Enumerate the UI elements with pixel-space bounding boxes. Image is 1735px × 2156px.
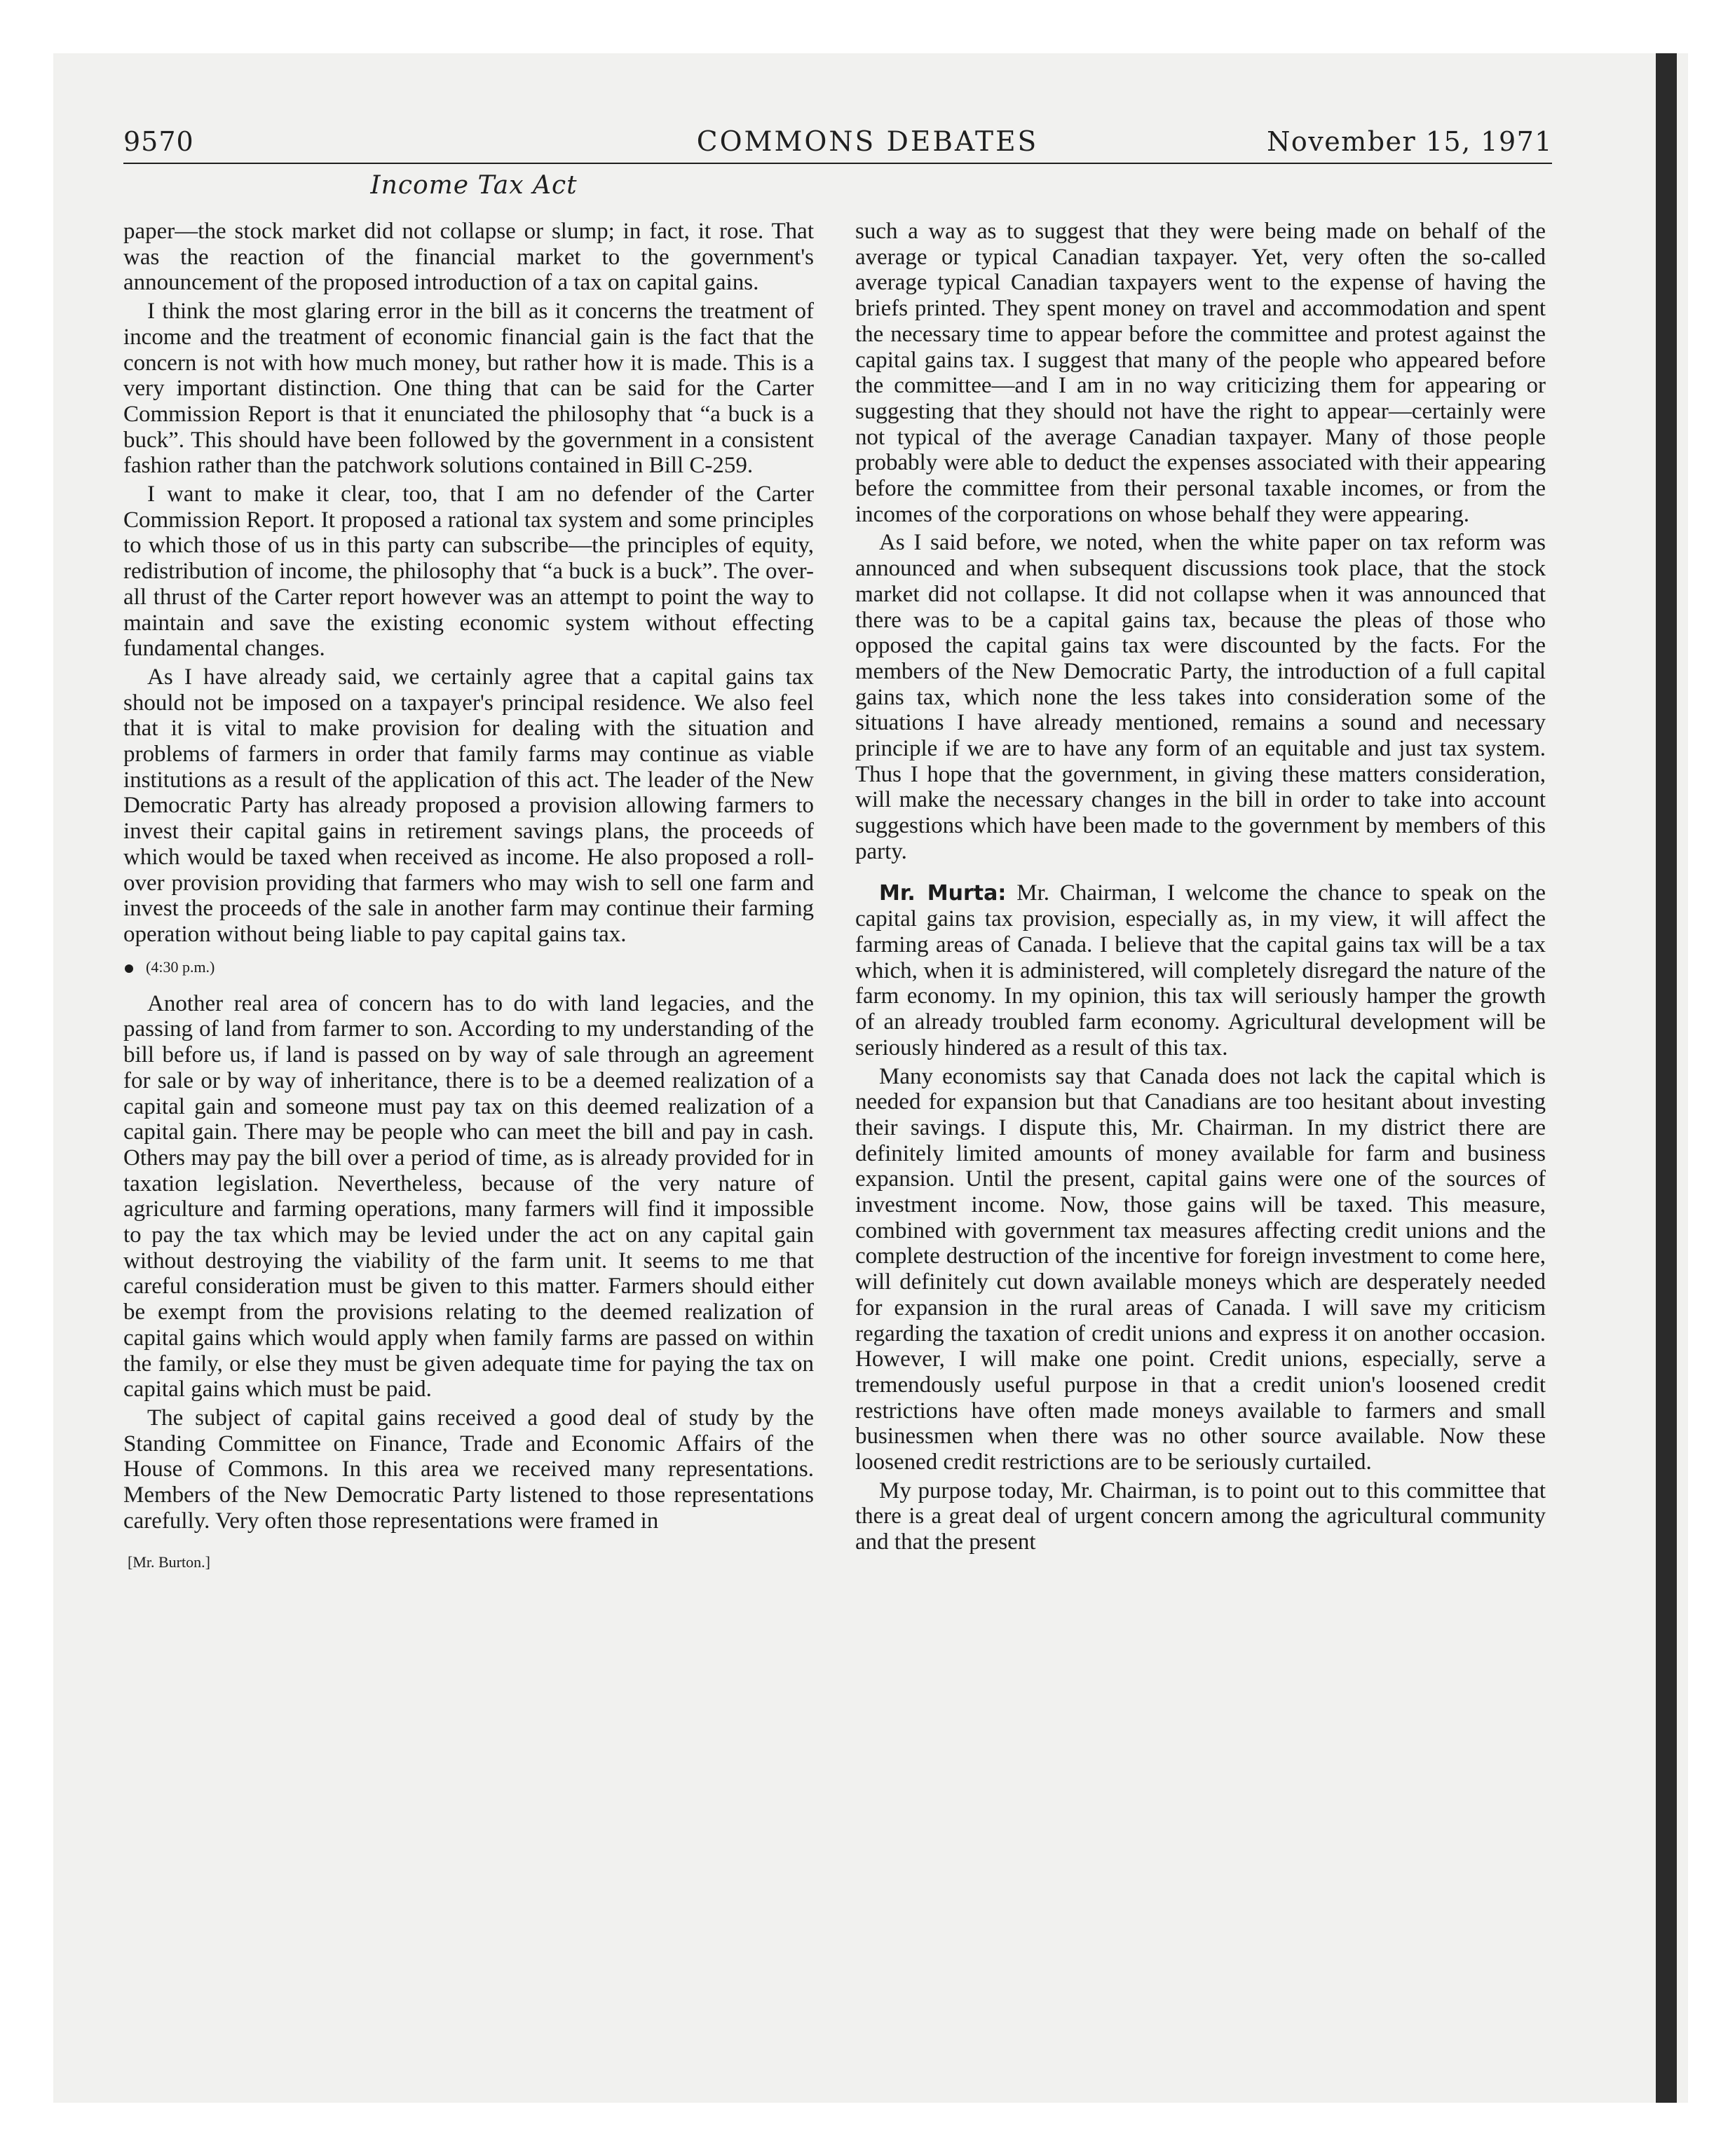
paragraph: such a way as to suggest that they were being made on behalf of the average or typical Canadian taxpayer. Yet, very often the so-called average typical Canadian taxpayers went to the expense of having the briefs printed. They spent money on travel and accommodation and spent the necessary time to appear before the committee and protest against the capital gains tax. I suggest that many of the people who appeared before the committee—and I am in no way criticizing them for appearing or suggesting that they should not have the right to appear—certainly were not typical of the average Canadian taxpayer. Many of those people probably were able to deduct the expenses associated with their appearing before the committee from their personal taxable incomes, or from the incomes of the corporations on whose behalf they were appearing. bbox=[855, 219, 1546, 527]
paragraph: As I have already said, we certainly agree that a capital gains tax should not be imposed on a taxpayer's principal residence. We also feel that it is vital to make provision for dealing with the situation and problems of farmers in order that family farms may continue as viable institutions as a result of the application of this act. The leader of the New Democratic Party has already proposed a provision allowing farmers to invest their capital gains in retirement savings plans, the proceeds of which would be taxed when received as income. He also proposed a roll-over provision providing that farmers who may wish to sell one farm and invest the proceeds of the sale in another farm may continue their farming operation without being liable to pay capital gains tax. bbox=[123, 664, 814, 947]
paragraph: As I said before, we noted, when the white paper on tax reform was announced and when subsequent discussions took place, that the stock market did not collapse. It did not collapse when it was announced that there was to be a capital gains tax, because the pleas of those who opposed the capital gains tax were discounted by the facts. For the members of the New Democratic Party, the introduction of a full capital gains tax, which none the less takes into consideration some of the situations I have already mentioned, remains a sound and necessary principle if we are to have any form of an equitable and just tax system. Thus I hope that the government, in giving these matters consideration, will make the necessary changes in the bill in order to take into account suggestions which have been made to the government by members of this party. bbox=[855, 530, 1546, 864]
timestamp bbox=[125, 955, 814, 980]
bullet-icon bbox=[125, 964, 133, 973]
paragraph: My purpose today, Mr. Chairman, is to point out to this committee that there is a great deal of urgent concern among the agricultural community and that the present bbox=[855, 1478, 1546, 1555]
paragraph: I want to make it clear, too, that I am no defender of the Carter Commission Report. It proposed a rational tax system and some principles to which those of us in this party can subscribe—the principles of equity, redistribution of income, the philosophy that “a buck is a buck”. The over-all thrust of the Carter report however was an attempt to point the way to maintain and save the existing economic system without effecting fundamental changes. bbox=[123, 482, 814, 662]
paragraph: paper—the stock market did not collapse or slump; in fact, it rose. That was the reaction of the financial market to the government's announcement of the proposed introduction of a tax on capital gains. bbox=[123, 219, 814, 296]
page-number: 9570 bbox=[123, 126, 194, 157]
paragraph: Another real area of concern has to do with land legacies, and the passing of land from farmer to son. According to my understanding of the bill before us, if land is passed on by way of sale through an agreement for sale or by way of inheritance, there is to be a deemed realization of a capital gain and someone must pay tax on this deemed realization of a capital gain. There may be people who can meet the bill and pay in cash. Others may pay the bill over a period of time, as is already provided for in taxation legislation. Nevertheless, because of the very nature of agriculture and farming operations, many farmers will find it impossible to pay the tax which may be levied under the act on any capital gain without destroying the viability of the farm unit. It seems to me that careful consideration must be given to this matter. Farmers should either be exempt from the provisions relating to the deemed realization of capital gains which would apply when family farms are passed on within the family, or else they must be given adequate time for paying the tax on capital gains which must be paid. bbox=[123, 990, 814, 1403]
speaker-name: Mr. Murta: bbox=[879, 880, 1007, 906]
header-rule bbox=[123, 163, 1552, 164]
paragraph: The subject of capital gains received a good deal of study by the Standing Committee on Finance, Trade and Economic Affairs of the House of Commons. In this area we received many representations. Members of the New Democratic Party listened to those representations carefully. Very often those representations were framed in bbox=[123, 1405, 814, 1534]
publication-title: COMMONS DEBATES bbox=[696, 126, 1039, 158]
right-column bbox=[855, 219, 1546, 1555]
paragraph: Many economists say that Canada does not lack the capital which is needed for expansion but that Canadians are too hesitant about investing their savings. I dispute this, Mr. Chairman. In my district there are definitely limited amounts of money available for farm and business expansion. Until the present, capital gains were one of the sources of investment income. Now, those gains will be taxed. This measure, combined with government tax measures affecting credit unions and the complete destruction of the incentive for foreign investment to come here, will definitely cut down available moneys which are desperately needed for expansion in the rural areas of Canada. I will save my criticism regarding the taxation of credit unions and express it on another occasion. However, I will make one point. Credit unions, especially, serve a tremendously useful purpose in that a credit union's loosened credit restrictions have often made moneys available to farmers and small businessmen when there was no other source available. Now these loosened credit restrictions are to be seriously curtailed. bbox=[855, 1063, 1546, 1475]
timestamp-text: (4:30 p.m.) bbox=[146, 957, 215, 976]
section-title: Income Tax Act bbox=[370, 171, 578, 200]
scan-edge-bar bbox=[1656, 53, 1677, 2103]
speaker-footnote: [Mr. Burton.] bbox=[128, 1553, 210, 1571]
speaker-paragraph bbox=[855, 880, 1546, 1061]
speaker-text: Mr. Chairman, I welcome the chance to speak on the capital gains tax provision, especially as, in my view, it will affect the farming areas of Canada. I believe that the capital gains tax will be a tax which, when it is administered, will completely disregard the nature of the farm economy. In my opinion, this tax will seriously hamper the growth of an already troubled farm economy. Agricultural development will be seriously hindered as a result of this tax. bbox=[855, 880, 1546, 1060]
publication-date: November 15, 1971 bbox=[1267, 126, 1553, 157]
paragraph: I think the most glaring error in the bill as it concerns the treatment of income and the treatment of economic financial gain is the fact that the concern is not with how much money, but rather how it is made. This is a very important distinction. One thing that can be said for the Carter Commission Report is that it enunciated the philosophy that “a buck is a buck”. This should have been followed by the government in a consistent fashion rather than the patchwork solutions contained in Bill C-259. bbox=[123, 299, 814, 479]
left-column bbox=[123, 219, 814, 1573]
